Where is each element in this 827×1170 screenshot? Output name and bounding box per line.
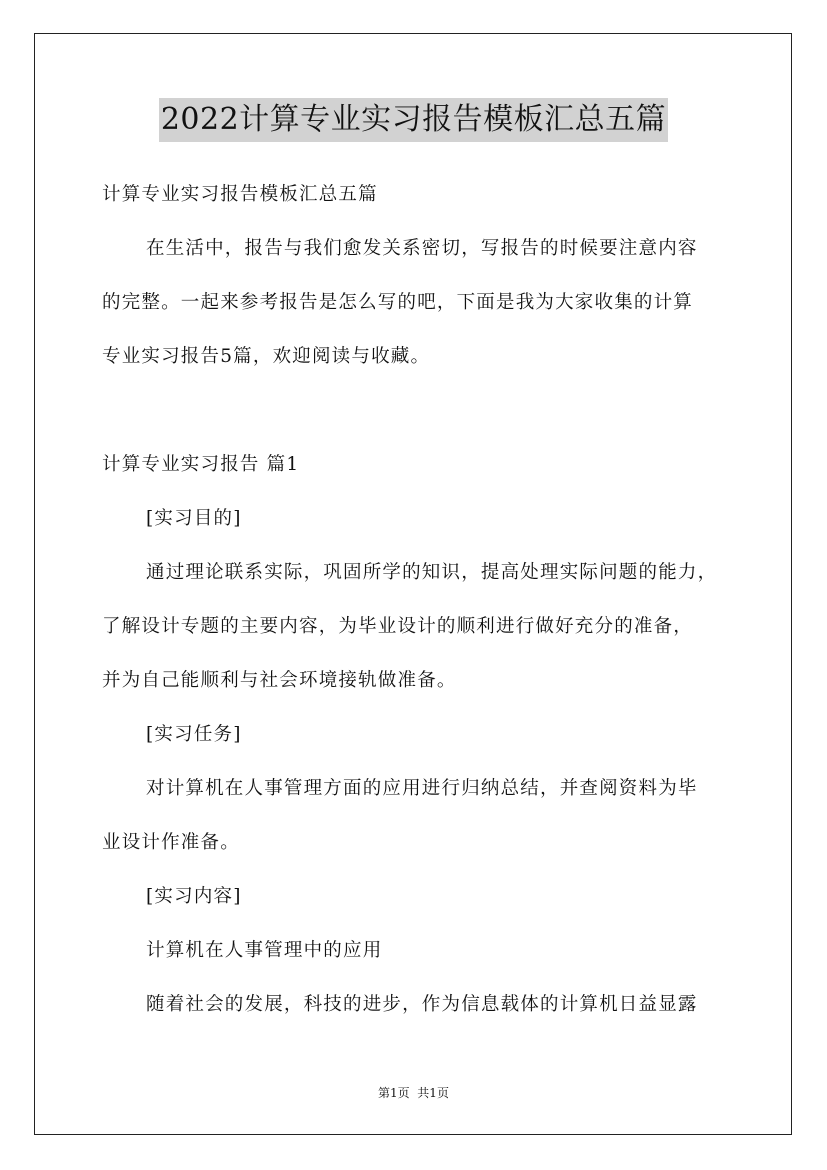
content-heading: 计算机在人事管理中的应用 [146,940,383,961]
content-paragraph-line-1: 随着社会的发展，科技的进步，作为信息载体的计算机日益显露 [146,994,698,1015]
purpose-paragraph-line-3: 并为自己能顺利与社会环境接轨做准备。 [102,670,457,691]
task-paragraph-line-1: 对计算机在人事管理方面的应用进行归纳总结，并查阅资料为毕 [146,778,698,799]
section-heading: 计算专业实习报告 篇1 [102,454,300,475]
subheading-task: [实习任务] [146,724,242,745]
subtitle-line: 计算专业实习报告模板汇总五篇 [102,184,378,205]
document-title: 2022计算专业实习报告模板汇总五篇 [159,98,668,142]
intro-paragraph-line-3: 专业实习报告5篇，欢迎阅读与收藏。 [102,346,431,367]
intro-paragraph-line-1: 在生活中，报告与我们愈发关系密切，写报告的时候要注意内容 [146,238,698,259]
purpose-paragraph-line-2: 了解设计专题的主要内容，为毕业设计的顺利进行做好充分的准备， [102,616,694,637]
purpose-paragraph-line-1: 通过理论联系实际，巩固所学的知识，提高处理实际问题的能力， [146,562,718,583]
page-footer: 第1页 共1页 [378,1086,449,1100]
title-container [0,98,827,142]
intro-paragraph-line-2: 的完整。一起来参考报告是怎么写的吧，下面是我为大家收集的计算 [102,292,694,313]
task-paragraph-line-2: 业设计作准备。 [102,832,240,853]
subheading-purpose: [实习目的] [146,508,242,529]
subheading-content: [实习内容] [146,886,242,907]
